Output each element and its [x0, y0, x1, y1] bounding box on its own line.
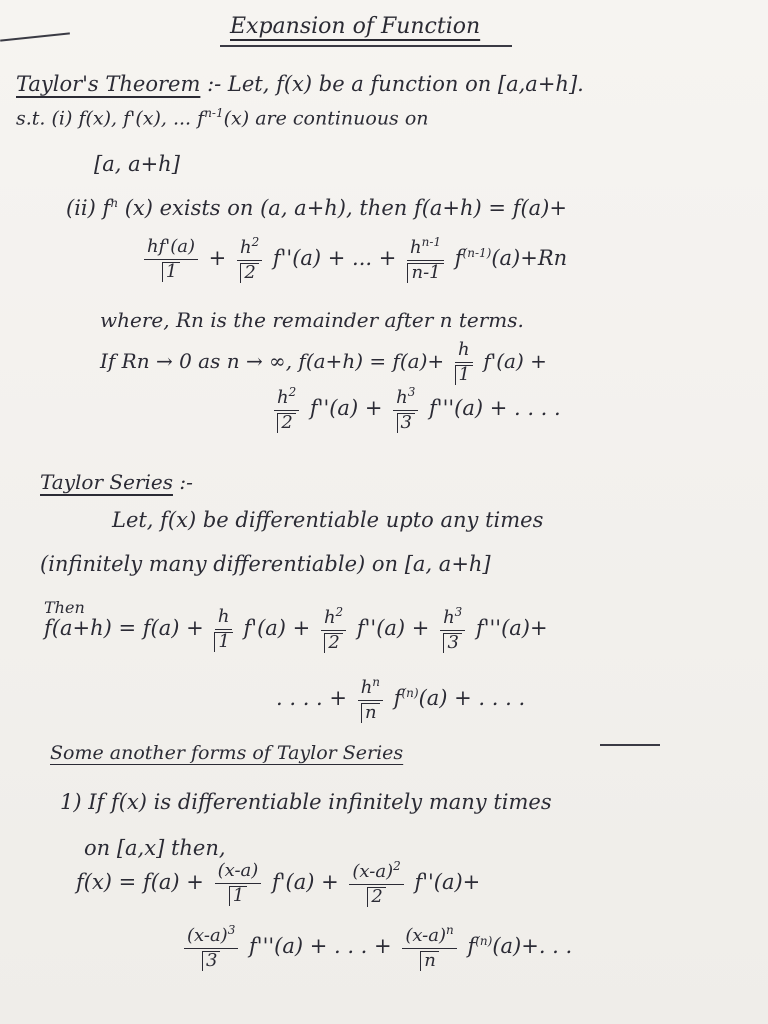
heading-trailing-line [600, 744, 660, 746]
interval: [a, a+h] [94, 152, 180, 176]
series-fn-num-exp: n [372, 675, 381, 689]
taylor-series-heading: Taylor Series [40, 470, 173, 494]
series-f1-fraction [214, 607, 232, 652]
forms-continuation [180, 924, 572, 971]
limit-line [100, 340, 547, 385]
taylor-theorem-heading: Taylor's Theorem [16, 72, 201, 96]
series-f3-num-exp: 3 [454, 605, 463, 619]
limit-text: If Rn → 0 as n → ∞, f(a+h) = f(a)+ [100, 348, 445, 373]
forms-gn-num-exp: n [446, 923, 454, 937]
series-f2-tail: f''(a) + [356, 615, 430, 640]
item1-line2: on [a,x] then, [84, 836, 226, 860]
term2-numerator-exp: 2 [251, 235, 260, 249]
condition-one-suffix: (x) are continuous on [223, 107, 429, 130]
term3-tail: (a)+Rn [491, 245, 568, 270]
series-f3-fraction [440, 606, 465, 653]
limit-denominator: 1 [455, 365, 473, 385]
forms-g3-num-exp: 3 [227, 923, 236, 937]
forms-g2-tail: ''(a)+ [422, 869, 481, 894]
series-f3-den: 3 [443, 633, 461, 653]
forms-g3-num: (x-a) [187, 925, 228, 946]
limit-numerator: h [455, 340, 473, 363]
series-f1-num: h [215, 607, 233, 630]
forms-gn-fraction [402, 924, 456, 971]
term1-denominator: 1 [162, 262, 180, 282]
condition-one-exp: n-1 [204, 106, 224, 120]
forms-g2-fraction [349, 860, 403, 907]
term1-numerator: hf'(a) [144, 237, 198, 260]
forms-g1-tail: f'(a) + [271, 869, 339, 894]
series-lhs: f(a+h) = f(a) + [44, 615, 204, 640]
series-f2-fraction [321, 606, 346, 653]
series-f2-num: h [323, 607, 336, 628]
limit-fraction [455, 340, 473, 385]
term3-fraction [407, 236, 444, 283]
term3-fn: f [454, 245, 463, 270]
other-forms-heading-text: Some another forms of Taylor Series [50, 742, 404, 764]
cont-den-1: 2 [277, 413, 295, 433]
term2-fraction [237, 236, 262, 283]
forms-g1-num: (x-a) [215, 861, 262, 884]
condition-one-fn: f [197, 107, 205, 130]
item1-line1: 1) If f(x) is differentiable infinitely many times [60, 790, 552, 814]
limit-tail: f'(a) + [483, 348, 547, 373]
forms-g2-fn: f [414, 869, 423, 894]
forms-lhs: f(x) = f(a) + [76, 869, 204, 894]
condition-two-suffix: (x) exists on (a, a+h), then f(a+h) = f(a)+ [124, 196, 567, 220]
condition-one-prefix: s.t. (i) f(x), f'(x), ... [16, 107, 192, 130]
cont-tail: f'''(a) + . . . . [429, 395, 561, 420]
condition-two-exp: n [110, 196, 119, 210]
cont-num-1-exp: 2 [288, 385, 297, 399]
forms-g3-den: 3 [202, 951, 220, 971]
cont-num-2-exp: 3 [407, 385, 416, 399]
forms-gn-exp: (n) [475, 933, 493, 948]
taylor-theorem-line [16, 72, 584, 96]
forms-gn-num: (x-a) [405, 925, 447, 946]
cont-num-2: h [396, 387, 408, 408]
term2-tail: f''(a) + ... + [272, 245, 397, 270]
series-line-1: Let, f(x) be differentiable upto any times [112, 508, 544, 532]
condition-two-prefix: (ii) f [66, 196, 111, 220]
term2-denominator: 2 [240, 263, 258, 283]
forms-g2-num: (x-a) [352, 861, 394, 882]
condition-one [16, 106, 429, 129]
forms-expansion [76, 860, 480, 907]
series-f1-den: 1 [214, 632, 232, 652]
term2-numerator: h [239, 237, 252, 258]
forms-gn-fn: f [467, 933, 476, 958]
series-f2-den: 2 [324, 633, 342, 653]
series-fn-exp: (n) [401, 685, 419, 700]
remainder-note: where, Rn is the remainder after n terms. [100, 308, 524, 332]
series-fn-den: n [361, 703, 380, 723]
series-then: Then [44, 598, 85, 617]
term3-denominator: n-1 [407, 263, 443, 283]
term3-numerator: h [410, 237, 422, 258]
theorem-expansion [140, 236, 567, 283]
series-fn-tail: (a) + . . . . [418, 685, 526, 710]
series-f1-tail: f'(a) + [243, 615, 311, 640]
cont-mid: f''(a) + [309, 395, 383, 420]
forms-g3-fraction [184, 924, 238, 971]
forms-g3-tail: f'''(a) + . . . + [249, 933, 392, 958]
series-fn-fraction [358, 676, 383, 723]
page-title: Expansion of Function [230, 14, 481, 39]
forms-g1-fraction [215, 861, 262, 906]
series-fn-num: h [360, 677, 373, 698]
forms-gn-den: n [420, 951, 439, 971]
cont-den-2: 3 [397, 413, 415, 433]
taylor-series-heading-suffix: :- [179, 470, 193, 494]
series-f2-num-exp: 2 [335, 605, 344, 619]
limit-continuation [270, 386, 561, 433]
series-expansion [44, 606, 548, 653]
cont-fraction-2 [393, 386, 418, 433]
term3-numerator-exp: n-1 [421, 235, 442, 249]
series-f3-num: h [443, 607, 455, 628]
cont-fraction-1 [274, 386, 299, 433]
condition-two [66, 196, 567, 220]
term2-plus: + [208, 245, 227, 270]
cont-num-1: h [277, 387, 289, 408]
term1-fraction [144, 237, 198, 282]
taylor-series-heading-line [40, 470, 193, 494]
forms-gn-tail: (a)+. . . [492, 933, 573, 958]
other-forms-heading [50, 742, 403, 764]
series-fn-fn: f [393, 685, 402, 710]
series-nth-term [276, 676, 525, 723]
series-f3-tail: f'''(a)+ [475, 615, 548, 640]
page-edge-line [0, 32, 70, 41]
forms-g1-den: 1 [229, 886, 247, 906]
taylor-theorem-intro: :- Let, f(x) be a function on [a,a+h]. [207, 72, 584, 96]
title-underline [220, 45, 512, 47]
series-cont-prefix: . . . . + [276, 685, 347, 710]
series-line-2: (infinitely many differentiable) on [a, a+h] [40, 552, 491, 576]
forms-g2-num-exp: 2 [393, 859, 401, 873]
forms-g2-den: 2 [367, 887, 385, 907]
term3-exp: (n-1) [462, 245, 492, 260]
